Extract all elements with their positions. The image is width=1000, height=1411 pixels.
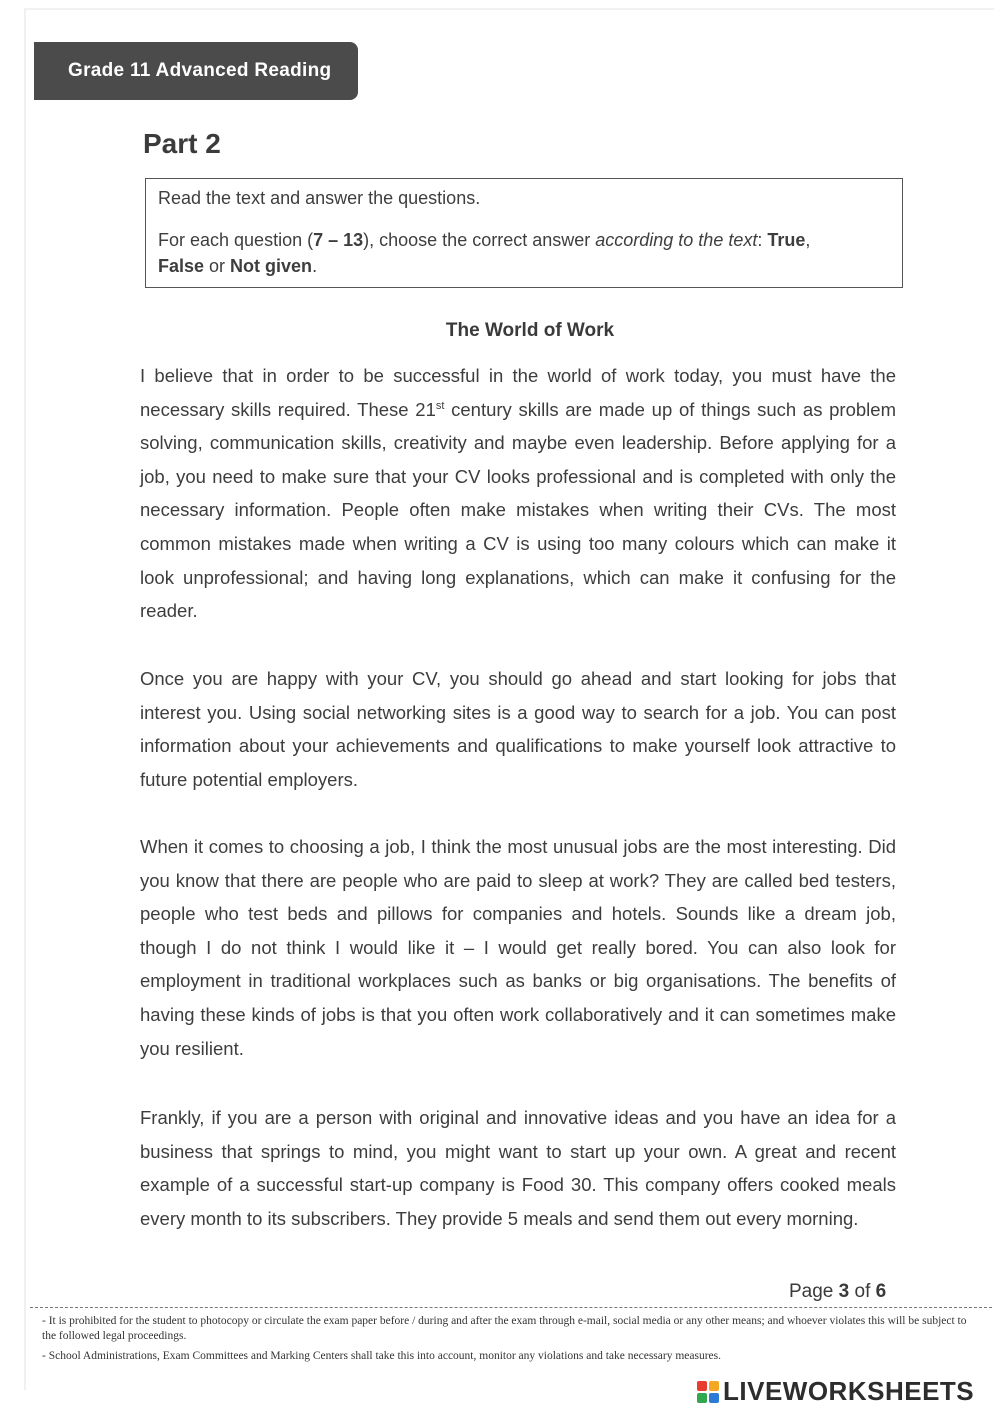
logo-square (709, 1381, 719, 1391)
liveworksheets-logo[interactable] (697, 1376, 974, 1407)
article-paragraph-3: When it comes to choosing a job, I think the most unusual jobs are the most interesting. Did you know that there are people who are paid to sleep at work? They are called bed testers, people who test beds and pillows for companies and hotels. Sounds like a dream job, though I do not think I would like it – I would get really bored. You can also look for employment in traditional workplaces such as banks or big organisations. The benefits of having these kinds of jobs is that you often work collaboratively and it can sometimes make you resilient. (140, 836, 896, 1059)
paragraph-text: I believe that in order to be successful in the world of work today, you must have the necessary skills required. These 21 (140, 365, 896, 420)
instruction-text: or (204, 256, 231, 276)
instruction-text: , (805, 230, 811, 250)
page-left-edge (24, 10, 26, 1390)
instruction-text: ), choose the correct answer (363, 230, 596, 250)
option-not-given: Not given (230, 256, 313, 276)
instruction-text: : (757, 230, 768, 250)
logo-square (709, 1393, 719, 1403)
footer-line-2: - School Administrations, Exam Committees and Marking Centers shall take this into account, monitor any violations and take necessary measures. (42, 1350, 721, 1362)
header-banner (34, 42, 358, 100)
instruction-text: . (312, 256, 318, 276)
logo-square (697, 1393, 707, 1403)
instructions-box (145, 178, 903, 288)
instruction-line-1: Read the text and answer the questions. (158, 188, 481, 208)
article-paragraph-2: Once you are happy with your CV, you should go ahead and start looking for jobs that interest you. Using social networking sites is a good way to search for a job. You can post information about your achievements and qualifications to make yourself look attractive to future potential employers. (140, 668, 896, 790)
page-of: of (849, 1281, 876, 1302)
article-paragraph-1 (140, 359, 896, 628)
liveworksheets-text: LIVEWORKSHEETS (723, 1376, 975, 1406)
article-title: The World of Work (445, 320, 615, 341)
option-false: False (158, 256, 205, 276)
instruction-text: For each question ( (158, 230, 314, 250)
page-top-edge (24, 8, 994, 10)
page-total: 6 (875, 1281, 887, 1302)
page-number (789, 1281, 886, 1303)
option-true: True (767, 230, 806, 250)
footer-notice (42, 1314, 972, 1364)
logo-square (697, 1381, 707, 1391)
paragraph-text: century skills are made up of things such as problem solving, communication skills, creativity and maybe even leadership. Before applying for a job, you need to make sure that your CV looks professional and is completed with only the necessary information. People often make mistakes when writing their CVs. The most common mistakes made when writing a CV is using too many colours which can make it look unprofessional; and having long explanations, which can make it confusing for the reader. (140, 398, 896, 622)
liveworksheets-icon (697, 1381, 719, 1403)
header-title: Grade 11 Advanced Reading (68, 60, 332, 81)
instruction-line-2 (158, 227, 890, 279)
ordinal-suffix: st (435, 399, 445, 412)
question-range: 7 – 13 (313, 230, 364, 250)
footer-line-1: - It is prohibited for the student to photocopy or circulate the exam paper before / during and after the exam through e-mail, social media or any other means; and whoever violates this will be subject to the followed legal proceedings. (42, 1315, 967, 1342)
page-current: 3 (838, 1281, 850, 1302)
page-label: Page (789, 1281, 839, 1302)
footer-divider (30, 1307, 992, 1308)
article-paragraph-4: Frankly, if you are a person with original and innovative ideas and you have an idea for a business that springs to mind, you might want to start up your own. A great and recent example of a successful start-up company is Food 30. This company offers cooked meals every month to its subscribers. They provide 5 meals and send them out every morning. (140, 1107, 896, 1229)
part-title: Part 2 (143, 128, 221, 159)
instruction-emphasis: according to the text (595, 230, 758, 250)
